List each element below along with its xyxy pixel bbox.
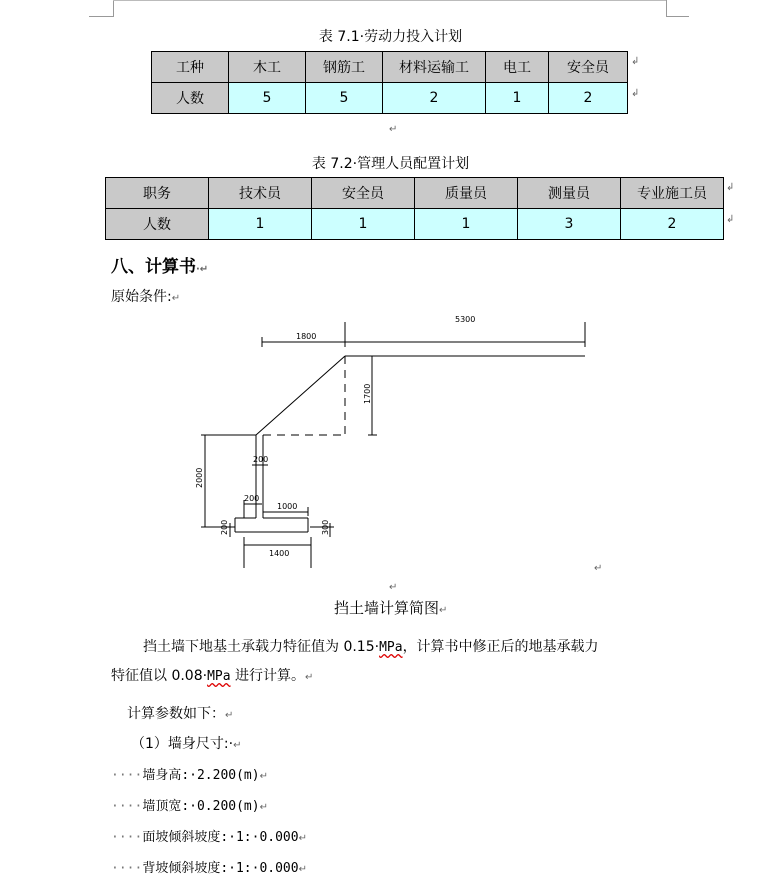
table-cell: 人数 <box>152 83 229 114</box>
table-cell: 5 <box>306 83 383 114</box>
table-header-row <box>152 52 628 83</box>
table-cell: 2 <box>383 83 486 114</box>
retaining-wall-diagram <box>185 312 605 582</box>
table-cell: 3 <box>518 209 621 240</box>
table-cell: 1 <box>486 83 549 114</box>
table-header-cell: 技术员 <box>209 178 312 209</box>
labor-plan-table <box>151 51 628 114</box>
table-header-cell: 质量员 <box>415 178 518 209</box>
paragraph-mark: ↵ <box>594 563 603 574</box>
table-header-cell: 工种 <box>152 52 229 83</box>
row-end-mark: ↲ <box>726 214 735 225</box>
row-end-mark: ↲ <box>631 88 640 99</box>
page-corner-left <box>89 0 114 17</box>
dim-label: 5300 <box>455 315 476 324</box>
param-line: ····墙身高:·2.200(m)↵ <box>111 768 268 783</box>
dim-label: 1000 <box>277 502 298 511</box>
staff-plan-table <box>105 177 724 240</box>
body-paragraph-line2: 特征值以 0.08·MPa 进行计算。↵ <box>111 668 314 684</box>
conditions-label: 原始条件:↵ <box>111 289 181 305</box>
dim-label: 1400 <box>269 549 290 558</box>
table1-caption: 表 7.1·劳动力投入计划 <box>318 29 463 45</box>
param-line: ····面坡倾斜坡度:·1:·0.000↵ <box>111 830 307 845</box>
table-cell: 5 <box>229 83 306 114</box>
dim-label: 1800 <box>296 332 317 341</box>
table-header-cell: 木工 <box>229 52 306 83</box>
page-corner-right <box>666 0 689 17</box>
page-top-edge <box>113 0 666 1</box>
table-header-cell: 材料运输工 <box>383 52 486 83</box>
table-cell: 人数 <box>106 209 209 240</box>
table-header-cell: 安全员 <box>312 178 415 209</box>
table2-caption: 表 7.2·管理人员配置计划 <box>311 156 470 172</box>
paragraph-mark: ↵ <box>389 124 398 135</box>
table-header-cell: 电工 <box>486 52 549 83</box>
table-cell: 2 <box>549 83 628 114</box>
table-header-row <box>106 178 724 209</box>
params-intro: 计算参数如下：↵ <box>127 706 234 722</box>
table-cell: 1 <box>209 209 312 240</box>
table-header-cell: 职务 <box>106 178 209 209</box>
row-end-mark: ↲ <box>631 56 640 67</box>
table-header-cell: 专业施工员 <box>621 178 724 209</box>
table-row <box>152 83 628 114</box>
table-header-cell: 钢筋工 <box>306 52 383 83</box>
section-heading: 八、计算书·↵ <box>111 257 209 277</box>
dim-label: 2000 <box>195 467 204 488</box>
figure-caption: 挡土墙计算简图↵ <box>334 599 448 617</box>
dim-label: 200 <box>244 494 260 503</box>
param-line: ····墙顶宽:·0.200(m)↵ <box>111 799 268 814</box>
wall-size-item: （1）墙身尺寸:·↵ <box>131 736 242 752</box>
paragraph-mark: ↵ <box>389 582 398 593</box>
table-row <box>106 209 724 240</box>
table-header-cell: 安全员 <box>549 52 628 83</box>
dim-label: 300 <box>321 519 330 535</box>
dim-label: 1700 <box>363 383 372 404</box>
table-cell: 1 <box>415 209 518 240</box>
param-line: ····背坡倾斜坡度:·1:·0.000↵ <box>111 861 307 876</box>
dim-label: 200 <box>253 455 269 464</box>
body-paragraph-line1: 挡土墙下地基土承载力特征值为 0.15·MPa，计算书中修正后的地基承载力 <box>143 639 599 655</box>
table-header-cell: 测量员 <box>518 178 621 209</box>
dim-label: 200 <box>220 519 229 535</box>
table-cell: 2 <box>621 209 724 240</box>
table-cell: 1 <box>312 209 415 240</box>
row-end-mark: ↲ <box>726 182 735 193</box>
